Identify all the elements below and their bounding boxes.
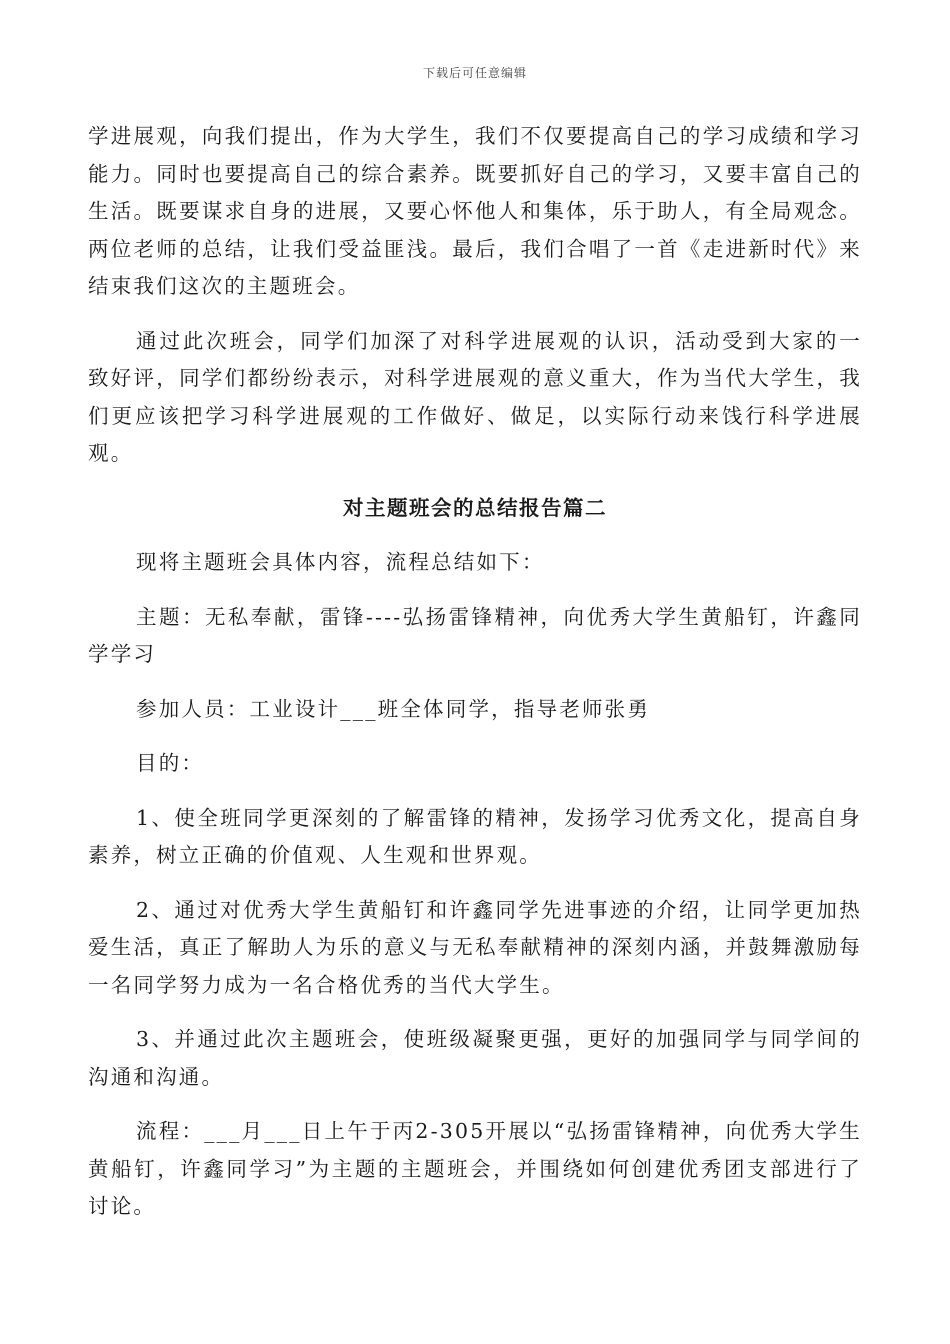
page-header: 下载后可任意编辑 xyxy=(422,66,527,80)
document-body xyxy=(88,118,862,1243)
paragraph-purpose-2: 2、通过对优秀大学生黄船钉和许鑫同学先进事迹的介绍，让同学更加热爱生活，真正了解助人为乐的意义与无私奉献精神的深刻内涵，并鼓舞激励每一名同学努力成为一名合格优秀的当代大学生。 xyxy=(88,897,862,997)
section-title: 对主题班会的总结报告篇二 xyxy=(343,495,607,520)
paragraph-purpose-3: 3、并通过此次主题班会，使班级凝聚更强，更好的加强同学与同学间的沟通和沟通。 xyxy=(88,1027,862,1089)
paragraph-process: 流程：___月___日上午于丙2-305开展以“弘扬雷锋精神，向优秀大学生黄船钉，许鑫同学习”为主题的主题班会，并围绕如何创建优秀团支部进行了讨论。 xyxy=(88,1119,862,1218)
paragraph-continuation: 学进展观，向我们提出，作为大学生，我们不仅要提高自己的学习成绩和学习能力。同时也要提高自己的综合素养。既要抓好自己的学习，又要丰富自己的生活。既要谋求自身的进展，又要心怀他人和集体，乐于助人，有全局观念。两位老师的总结，让我们受益匪浅。最后，我们合唱了一首《走进新时代》来结束我们这次的主题班会。 xyxy=(88,124,862,298)
paragraph-purpose-1: 1、使全班同学更深刻的了解雷锋的精神，发扬学习优秀文化，提高自身素养，树立正确的价值观、人生观和世界观。 xyxy=(88,805,862,867)
paragraph-intro: 现将主题班会具体内容，流程总结如下： xyxy=(136,550,545,574)
paragraph-participants: 参加人员：工业设计___班全体同学，指导老师张勇 xyxy=(136,696,651,721)
paragraph-purpose-heading: 目的： xyxy=(136,751,205,775)
paragraph-summary: 通过此次班会，同学们加深了对科学进展观的认识，活动受到大家的一致好评，同学们都纷纷表示，对科学进展观的意义重大，作为当代大学生，我们更应该把学习科学进展观的工作做好、做足，以实际行动来饯行科学进展观。 xyxy=(88,328,862,465)
paragraph-theme: 主题：无私奉献，雷锋----弘扬雷锋精神，向优秀大学生黄船钉，许鑫同学学习 xyxy=(88,604,862,666)
